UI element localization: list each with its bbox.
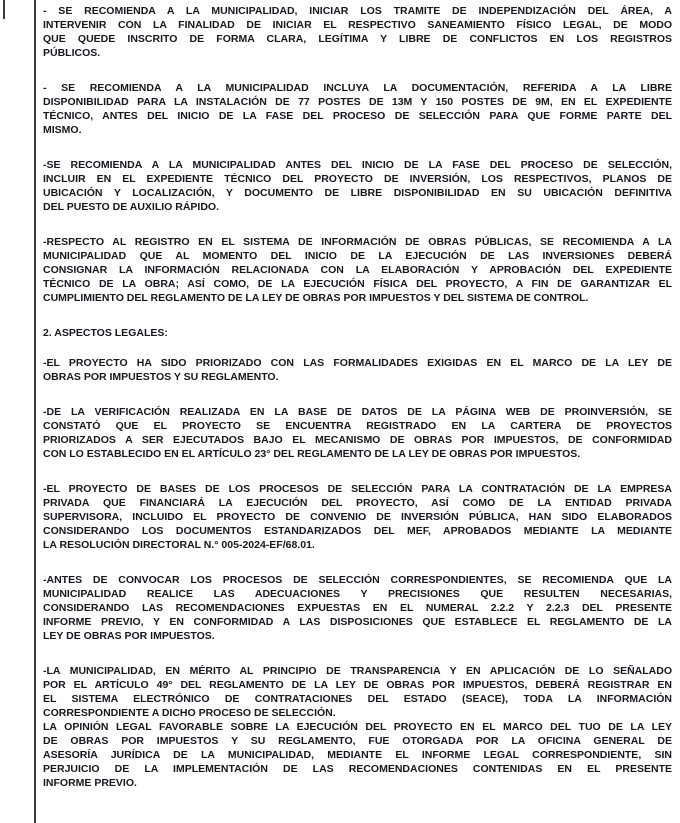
text-line: CON LO ESTABLECIDO EN EL ARTÍCULO 23° DEL REGLAMENTO DE LA LEY DE OBRAS POR IMPUESTOS.	[43, 448, 581, 460]
text-line: MISMO.	[43, 124, 82, 136]
text-line: -RESPECTO AL REGISTRO EN EL SISTEMA DE INFORMACIÓN DE OBRAS PÚBLICAS, SE RECOMIENDA A LA	[43, 236, 672, 248]
text-line: PRIORIZADOS A SER EJECUTADOS BAJO EL MECANISMO DE OBRAS POR IMPUESTOS, DE CONFORMIDAD	[43, 434, 672, 446]
paragraph	[43, 158, 672, 214]
text-line: DEL PUESTO DE AUXILIO RÁPIDO.	[43, 201, 219, 213]
text-line: - SE RECOMIENDA A LA MUNICIPALIDAD, INICIAR LOS TRAMITE DE INDEPENDIZACIÓN DEL ÁREA, A	[43, 5, 672, 17]
text-line: INTERVENIR CON LA FINALIDAD DE INICIAR EL RESPECTIVO SANEAMIENTO FÍSICO LEGAL, DE MODO	[43, 19, 672, 31]
text-line: CONSIGNAR LA INFORMACIÓN RELACIONADA CON LA ELABORACIÓN Y APROBACIÓN DEL EXPEDIENTE	[43, 264, 672, 276]
text-line: DISPONIBILIDAD PARA LA INSTALACIÓN DE 77 POSTES DE 13M Y 150 POSTES DE 9M, EN EL EXPEDIENTE	[43, 96, 672, 108]
cell-border-stub	[3, 0, 5, 19]
text-line: MUNICIPALIDAD REALICE LAS ADECUACIONES Y PRECISIONES QUE RESULTEN NECESARIAS,	[43, 588, 672, 600]
text-line: - SE RECOMIENDA A LA MUNICIPALIDAD INCLUYA LA DOCUMENTACIÓN, REFERIDA A LA LIBRE	[43, 82, 672, 94]
text-line: SUPERVISORA, INCLUIDO EL PROYECTO DE CONVENIO DE INVERSIÓN PÚBLICA, HAN SIDO ELABORADOS	[43, 511, 672, 523]
text-line: 2. ASPECTOS LEGALES:	[43, 327, 168, 339]
paragraph	[43, 573, 672, 643]
text-line: LA RESOLUCIÓN DIRECTORAL N.° 005-2024-EF/68.01.	[43, 539, 315, 551]
paragraph	[43, 235, 672, 305]
paragraph	[43, 356, 672, 384]
text-line: OBRAS POR IMPUESTOS Y SU REGLAMENTO.	[43, 371, 279, 383]
text-line: UBICACIÓN Y LOCALIZACIÓN, Y DOCUMENTO DE LIBRE DISPONIBILIDAD EN SU UBICACIÓN DEFINITIVA	[43, 187, 672, 199]
text-line: CUMPLIMIENTO DEL REGLAMENTO DE LA LEY DE OBRAS POR IMPUESTOS Y DEL SISTEMA DE CONTROL.	[43, 292, 589, 304]
paragraph	[43, 664, 672, 720]
paragraph	[43, 81, 672, 137]
paragraph	[43, 4, 672, 60]
text-line: -DE LA VERIFICACIÓN REALIZADA EN LA BASE DE DATOS DE LA PÁGINA WEB DE PROINVERSIÓN, SE	[43, 406, 672, 418]
text-line: MUNICIPALIDAD QUE AL MOMENTO DEL INICIO DE LA EJECUCIÓN DE LAS INVERSIONES DEBERÁ	[43, 250, 672, 262]
document-body	[43, 4, 672, 811]
section-heading	[43, 326, 672, 340]
paragraph	[43, 720, 672, 790]
text-line: CONSIDERANDO LOS DOCUMENTOS ESTANDARIZADOS DEL MEF, APROBADOS MEDIANTE LA MEDIANTE	[43, 525, 672, 537]
text-line: -LA MUNICIPALIDAD, EN MÉRITO AL PRINCIPIO DE TRANSPARENCIA Y EN APLICACIÓN DE LO SEÑALADO	[43, 665, 672, 677]
paragraph	[43, 482, 672, 552]
text-line: CONSTATÓ QUE EL PROYECTO SE ENCUENTRA REGISTRADO EN LA CARTERA DE PROYECTOS	[43, 420, 672, 432]
text-line: PERJUICIO DE LA IMPLEMENTACIÓN DE LAS RECOMENDACIONES CONTENIDAS EN EL PRESENTE	[43, 763, 672, 775]
text-line: CORRESPONDIENTE A DICHO PROCESO DE SELECCIÓN.	[43, 707, 336, 719]
text-line: INCLUIR EN EL EXPEDIENTE TÉCNICO DEL PROYECTO DE INVERSIÓN, LOS RESPECTIVOS, PLANOS DE	[43, 173, 672, 185]
text-line: LA OPINIÓN LEGAL FAVORABLE SOBRE LA EJECUCIÓN DEL PROYECTO EN EL MARCO DEL TUO DE LA LEY	[43, 721, 672, 733]
text-line: EL SISTEMA ELECTRÓNICO DE CONTRATACIONES DEL ESTADO (SEACE), TODA LA INFORMACIÓN	[43, 693, 672, 705]
text-line: -ANTES DE CONVOCAR LOS PROCESOS DE SELECCIÓN CORRESPONDIENTES, SE RECOMIENDA QUE LA	[43, 574, 672, 586]
text-line: -EL PROYECTO DE BASES DE LOS PROCESOS DE SELECCIÓN PARA LA CONTRATACIÓN DE LA EMPRESA	[43, 483, 672, 495]
paragraph	[43, 405, 672, 461]
text-line: INFORME PREVIO, Y EN CONFORMIDAD A LAS DISPOSICIONES QUE ESTABLECE EL REGLAMENTO DE LA	[43, 616, 672, 628]
text-line: DE OBRAS POR IMPUESTOS Y SU REGLAMENTO, FUE OTORGADA POR LA OFICINA GENERAL DE	[43, 735, 672, 747]
text-line: TÉCNICO, ANTES DEL INICIO DE LA FASE DEL PROCESO DE SELECCIÓN PARA QUE FORME PARTE DEL	[43, 110, 672, 122]
text-line: INFORME PREVIO.	[43, 777, 137, 789]
text-line: QUE QUEDE INSCRITO DE FORMA CLARA, LEGÍTIMA Y LIBRE DE CONFLICTOS EN LOS REGISTROS	[43, 33, 672, 45]
text-line: PRIVADA QUE FINANCIARÁ LA EJECUCIÓN DEL PROYECTO, ASÍ COMO DE LA ENTIDAD PRIVADA	[43, 497, 672, 509]
text-line: ASESORÍA JURÍDICA DE LA MUNICIPALIDAD, MEDIANTE EL INFORME LEGAL CORRESPONDIENTE, SIN	[43, 749, 672, 761]
text-line: POR EL ARTÍCULO 49° DEL REGLAMENTO DE LA LEY DE OBRAS POR IMPUESTOS, DEBERÁ REGISTRAR EN	[43, 679, 672, 691]
text-line: -SE RECOMIENDA A LA MUNICIPALIDAD ANTES DEL INICIO DE LA FASE DEL PROCESO DE SELECCIÓN,	[43, 159, 672, 171]
text-line: CONSIDERANDO LAS RECOMENDACIONES EXPUESTAS EN EL NUMERAL 2.2.2 Y 2.2.3 DEL PRESENTE	[43, 602, 672, 614]
text-line: -EL PROYECTO HA SIDO PRIORIZADO CON LAS FORMALIDADES EXIGIDAS EN EL MARCO DE LA LEY DE	[43, 357, 672, 369]
text-line: LEY DE OBRAS POR IMPUESTOS.	[43, 630, 215, 642]
text-line: PÚBLICOS.	[43, 47, 101, 59]
table-cell-border	[34, 0, 36, 823]
text-line: TÉCNICO DE LA OBRA; ASÍ COMO, DE LA EJECUCIÓN FÍSICA DEL PROYECTO, A FIN DE GARANTIZAR EL	[43, 278, 672, 290]
